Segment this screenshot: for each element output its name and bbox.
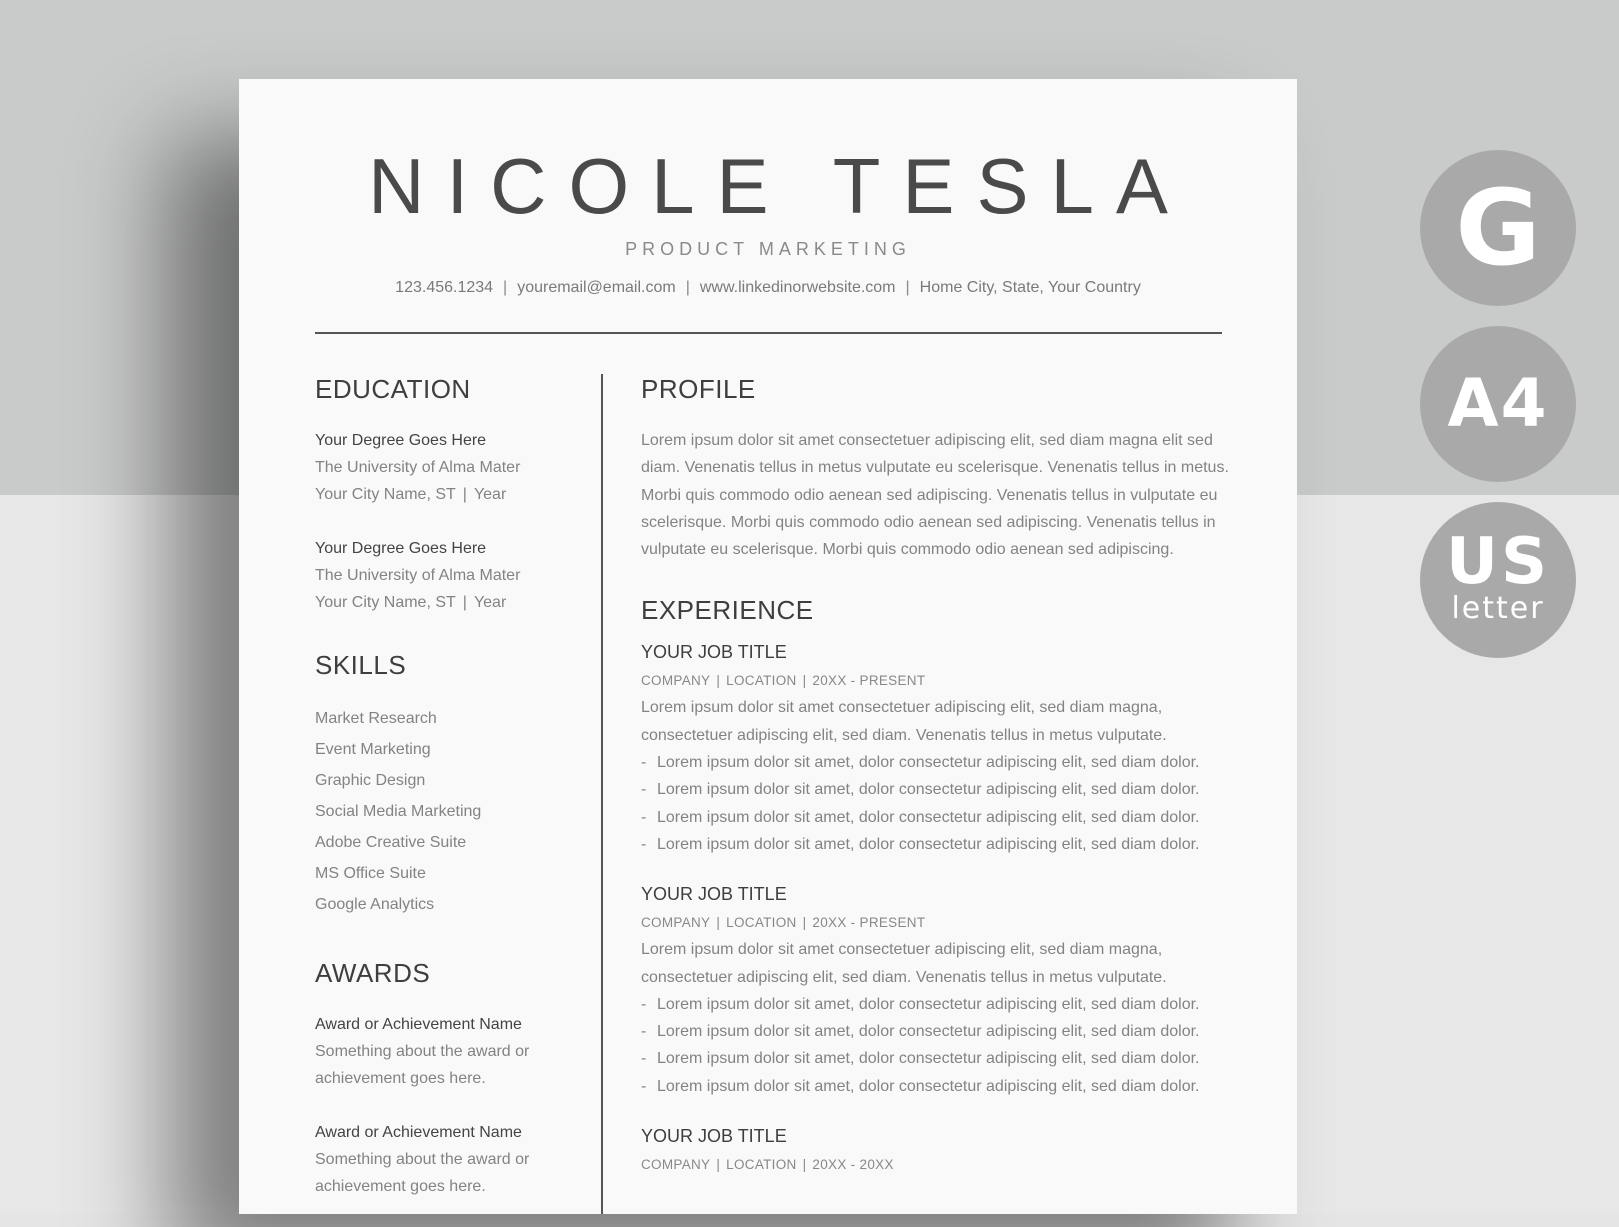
skill-item: Adobe Creative Suite bbox=[315, 834, 467, 851]
separator: | bbox=[802, 673, 807, 689]
skill-item: Graphic Design bbox=[315, 772, 426, 789]
job-bullet bbox=[641, 831, 1231, 858]
job-location: LOCATION bbox=[726, 673, 797, 689]
resume-name: NICOLE TESLA bbox=[368, 142, 1190, 230]
education-city-year bbox=[315, 481, 585, 508]
bullet-dash: - bbox=[641, 1023, 647, 1041]
job-summary: Lorem ipsum dolor sit amet consectetuer adipiscing elit, sed diam magna, bbox=[641, 941, 1163, 959]
award-item bbox=[315, 1011, 585, 1092]
us-label: US bbox=[1445, 525, 1551, 599]
letter-label: letter bbox=[1451, 591, 1545, 626]
separator: | bbox=[716, 915, 721, 931]
skill-item: Social Media Marketing bbox=[315, 803, 482, 820]
contact-phone: 123.456.1234 bbox=[395, 279, 494, 296]
skill-item: Google Analytics bbox=[315, 896, 435, 913]
contact-separator: | bbox=[685, 279, 690, 296]
education-school: The University of Alma Mater bbox=[315, 459, 521, 476]
education-city: Your City Name, ST bbox=[315, 486, 456, 503]
bullet-text: Lorem ipsum dolor sit amet, dolor consectetur adipiscing elit, sed diam dolor. bbox=[657, 835, 1200, 853]
separator: | bbox=[462, 486, 467, 503]
skills-list bbox=[315, 703, 585, 920]
bullet-text: Lorem ipsum dolor sit amet, dolor consectetur adipiscing elit, sed diam dolor. bbox=[657, 1077, 1200, 1095]
bullet-text: Lorem ipsum dolor sit amet, dolor consectetur adipiscing elit, sed diam dolor. bbox=[657, 1023, 1200, 1041]
award-item bbox=[315, 1119, 585, 1200]
job-company: COMPANY bbox=[641, 1157, 711, 1173]
contact-separator: | bbox=[503, 279, 508, 296]
job-meta bbox=[641, 915, 1231, 930]
column-divider bbox=[601, 374, 603, 1214]
job-bullet bbox=[641, 1045, 1231, 1072]
bullet-dash: - bbox=[641, 835, 647, 853]
profile-line: scelerisque. Morbi quis commodo odio aenean sed adipiscing. Venenatis tellus in bbox=[641, 513, 1216, 531]
profile-line: vulputate eu scelerisque. Morbi quis commodo odio aenean sed adipiscing. bbox=[641, 541, 1174, 559]
skill-item: MS Office Suite bbox=[315, 865, 426, 882]
bullet-dash: - bbox=[641, 995, 647, 1013]
google-g-icon: G bbox=[1455, 167, 1541, 289]
bullet-text: Lorem ipsum dolor sit amet, dolor consectetur adipiscing elit, sed diam dolor. bbox=[657, 808, 1200, 826]
job-bullet bbox=[641, 1073, 1231, 1100]
job-location: LOCATION bbox=[726, 915, 797, 931]
separator: | bbox=[716, 673, 721, 689]
skill-item: Event Marketing bbox=[315, 741, 431, 758]
bullet-dash: - bbox=[641, 1050, 647, 1068]
education-year: Year bbox=[473, 486, 507, 503]
education-item bbox=[315, 535, 585, 616]
job-summary: Lorem ipsum dolor sit amet consectetuer adipiscing elit, sed diam magna, bbox=[641, 699, 1163, 717]
resume-page bbox=[239, 79, 1297, 1214]
bullet-text: Lorem ipsum dolor sit amet, dolor consectetur adipiscing elit, sed diam dolor. bbox=[657, 995, 1200, 1013]
award-description: Something about the award or bbox=[315, 1043, 530, 1060]
bullet-dash: - bbox=[641, 754, 647, 772]
job-bullet bbox=[641, 776, 1231, 803]
job-bullet bbox=[641, 991, 1231, 1018]
education-city-year bbox=[315, 589, 585, 616]
bullet-dash: - bbox=[641, 1077, 647, 1095]
job-entry bbox=[641, 1126, 1231, 1172]
education-city: Your City Name, ST bbox=[315, 594, 456, 611]
award-description: achievement goes here. bbox=[315, 1070, 486, 1087]
job-description bbox=[641, 936, 1231, 1100]
job-title: YOUR JOB TITLE bbox=[641, 642, 787, 663]
job-dates: 20XX - PRESENT bbox=[812, 915, 926, 931]
contact-separator: | bbox=[905, 279, 910, 296]
job-summary: consectetuer adipiscing elit, sed diam. Venenatis tellus in metus vulputate. bbox=[641, 726, 1167, 744]
bullet-text: Lorem ipsum dolor sit amet, dolor consectetur adipiscing elit, sed diam dolor. bbox=[657, 754, 1200, 772]
job-company: COMPANY bbox=[641, 915, 711, 931]
job-dates: 20XX - PRESENT bbox=[812, 673, 926, 689]
right-column bbox=[641, 374, 1231, 1172]
education-year: Year bbox=[473, 594, 507, 611]
job-entry bbox=[641, 884, 1231, 1100]
separator: | bbox=[802, 1157, 807, 1173]
award-description: Something about the award or bbox=[315, 1151, 530, 1168]
job-description bbox=[641, 694, 1231, 858]
skills-heading: SKILLS bbox=[315, 650, 407, 680]
award-description: achievement goes here. bbox=[315, 1178, 486, 1195]
job-company: COMPANY bbox=[641, 673, 711, 689]
award-name: Award or Achievement Name bbox=[315, 1124, 522, 1141]
awards-heading: AWARDS bbox=[315, 958, 431, 988]
education-degree: Your Degree Goes Here bbox=[315, 540, 487, 557]
experience-heading: EXPERIENCE bbox=[641, 595, 814, 626]
header-divider bbox=[315, 332, 1222, 334]
job-entry bbox=[641, 642, 1231, 858]
bullet-text: Lorem ipsum dolor sit amet, dolor consectetur adipiscing elit, sed diam dolor. bbox=[657, 781, 1200, 799]
education-heading: EDUCATION bbox=[315, 374, 471, 404]
job-title: YOUR JOB TITLE bbox=[641, 1126, 787, 1147]
a4-format-badge bbox=[1420, 326, 1576, 482]
award-name: Award or Achievement Name bbox=[315, 1016, 522, 1033]
contact-location: Home City, State, Your Country bbox=[919, 279, 1141, 296]
left-column bbox=[315, 374, 585, 1227]
job-bullet bbox=[641, 1018, 1231, 1045]
contact-website: www.linkedinorwebsite.com bbox=[699, 279, 896, 296]
profile-line: Lorem ipsum dolor sit amet consectetuer adipiscing elit, sed diam magna elit sed bbox=[641, 432, 1213, 449]
profile-line: Morbi quis commodo odio aenean sed adipiscing. Venenatis tellus in vulputate eu bbox=[641, 486, 1218, 504]
profile-line: diam. Venenatis tellus in metus vulputate eu scelerisque. Venenatis tellus in metus. bbox=[641, 459, 1229, 477]
bullet-text: Lorem ipsum dolor sit amet, dolor consectetur adipiscing elit, sed diam dolor. bbox=[657, 1050, 1200, 1068]
education-degree: Your Degree Goes Here bbox=[315, 432, 487, 449]
resume-job-title: PRODUCT MARKETING bbox=[625, 239, 911, 259]
job-summary: consectetuer adipiscing elit, sed diam. Venenatis tellus in metus vulputate. bbox=[641, 968, 1167, 986]
job-title: YOUR JOB TITLE bbox=[641, 884, 787, 905]
us-letter-badge bbox=[1420, 502, 1576, 658]
separator: | bbox=[716, 1157, 721, 1173]
contact-line bbox=[239, 279, 1297, 297]
education-school: The University of Alma Mater bbox=[315, 567, 521, 584]
job-bullet bbox=[641, 749, 1231, 776]
contact-email: youremail@email.com bbox=[517, 279, 676, 296]
job-dates: 20XX - 20XX bbox=[812, 1157, 894, 1173]
profile-heading: PROFILE bbox=[641, 374, 756, 404]
bullet-dash: - bbox=[641, 781, 647, 799]
job-location: LOCATION bbox=[726, 1157, 797, 1173]
separator: | bbox=[802, 915, 807, 931]
bullet-dash: - bbox=[641, 808, 647, 826]
skill-item: Market Research bbox=[315, 710, 437, 727]
a4-label: A4 bbox=[1447, 365, 1549, 442]
education-item bbox=[315, 427, 585, 508]
job-bullet bbox=[641, 804, 1231, 831]
job-meta bbox=[641, 1157, 1231, 1172]
job-meta bbox=[641, 673, 1231, 688]
profile-text bbox=[641, 427, 1231, 563]
separator: | bbox=[462, 594, 467, 611]
google-docs-badge bbox=[1420, 150, 1576, 306]
